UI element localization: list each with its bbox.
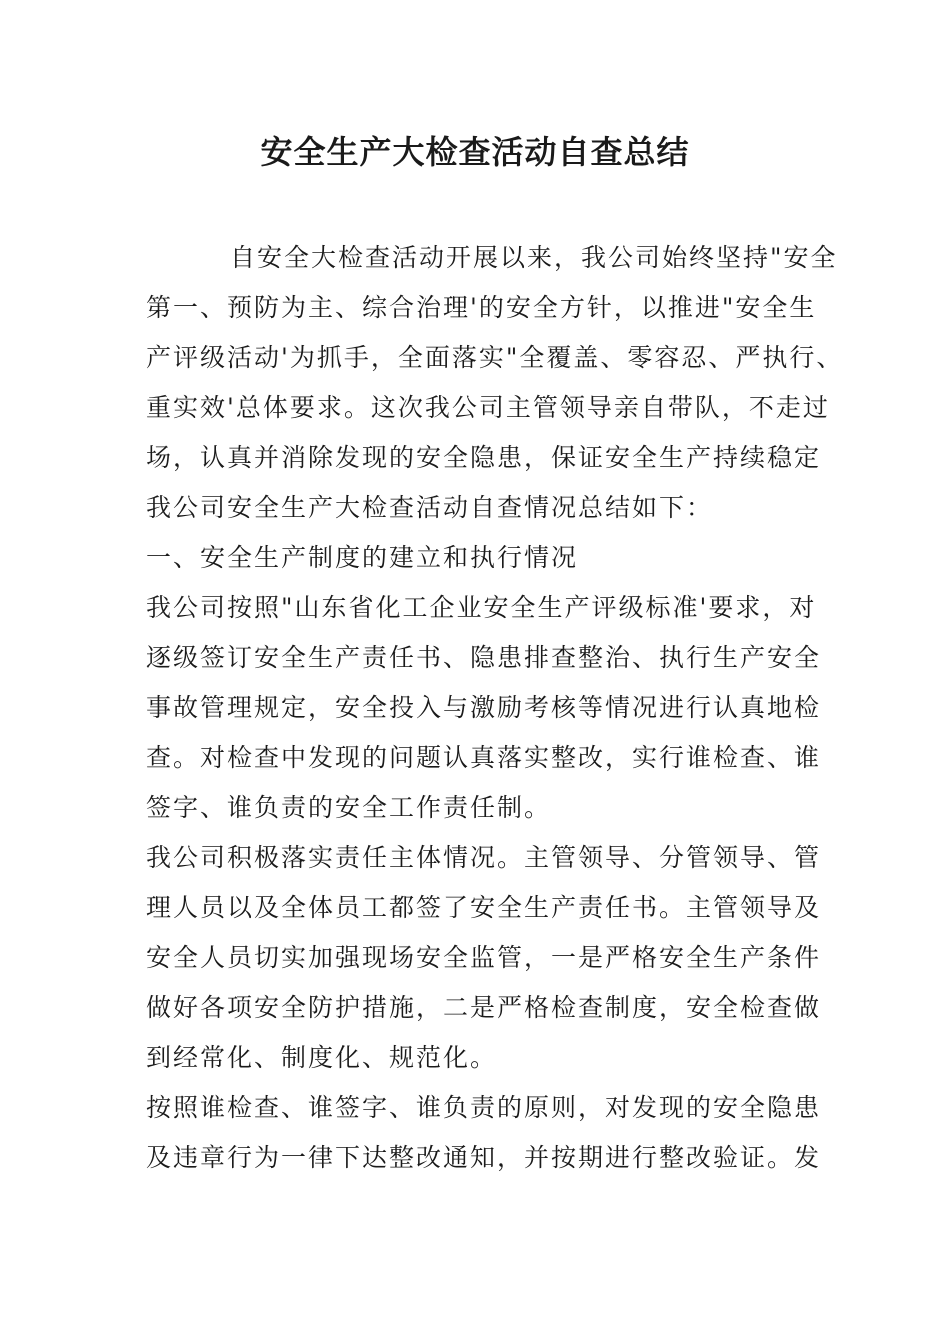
- paragraph-line: 及违章行为一律下达整改通知，并按期进行整改验证。发: [146, 1143, 822, 1172]
- paragraph-line: 事故管理规定，安全投入与激励考核等情况进行认真地检: [146, 693, 822, 722]
- document-body: [146, 233, 844, 1183]
- paragraph-line: 第一、预防为主、综合治理'的安全方针，以推进"安全生: [146, 293, 817, 322]
- paragraph-line: 按照谁检查、谁签字、谁负责的原则，对发现的安全隐患: [146, 1093, 822, 1122]
- paragraph-line: 我公司积极落实责任主体情况。主管领导、分管领导、管: [146, 843, 822, 872]
- paragraph-line: 查。对检查中发现的问题认真落实整改，实行谁检查、谁: [146, 743, 822, 772]
- paragraph-line: 重实效'总体要求。这次我公司主管领导亲自带队，不走过: [146, 393, 830, 422]
- paragraph-line: 安全人员切实加强现场安全监管，一是严格安全生产条件: [146, 943, 822, 972]
- paragraph-line: 场，认真并消除发现的安全隐患，保证安全生产持续稳定: [146, 443, 822, 472]
- paragraph-line: 自安全大检查活动开展以来，我公司始终坚持"安全: [230, 243, 838, 272]
- document-title: 安全生产大检查活动自查总结: [260, 133, 690, 171]
- paragraph-line: 理人员以及全体员工都签了安全生产责任书。主管领导及: [146, 893, 822, 922]
- paragraph-line: 逐级签订安全生产责任书、隐患排查整治、执行生产安全: [146, 643, 822, 672]
- paragraph-line: 产评级活动'为抓手，全面落实"全覆盖、零容忍、严执行、: [146, 343, 844, 372]
- paragraph-line: 到经常化、制度化、规范化。: [146, 1043, 498, 1072]
- paragraph-line: 签字、谁负责的安全工作责任制。: [146, 793, 552, 822]
- paragraph-line: 我公司安全生产大检查活动自查情况总结如下：: [146, 493, 714, 522]
- paragraph-line: 我公司按照"山东省化工企业安全生产评级标准'要求，对: [146, 593, 817, 622]
- section-heading: 一、安全生产制度的建立和执行情况: [146, 543, 579, 572]
- paragraph-line: 做好各项安全防护措施，二是严格检查制度，安全检查做: [146, 993, 822, 1022]
